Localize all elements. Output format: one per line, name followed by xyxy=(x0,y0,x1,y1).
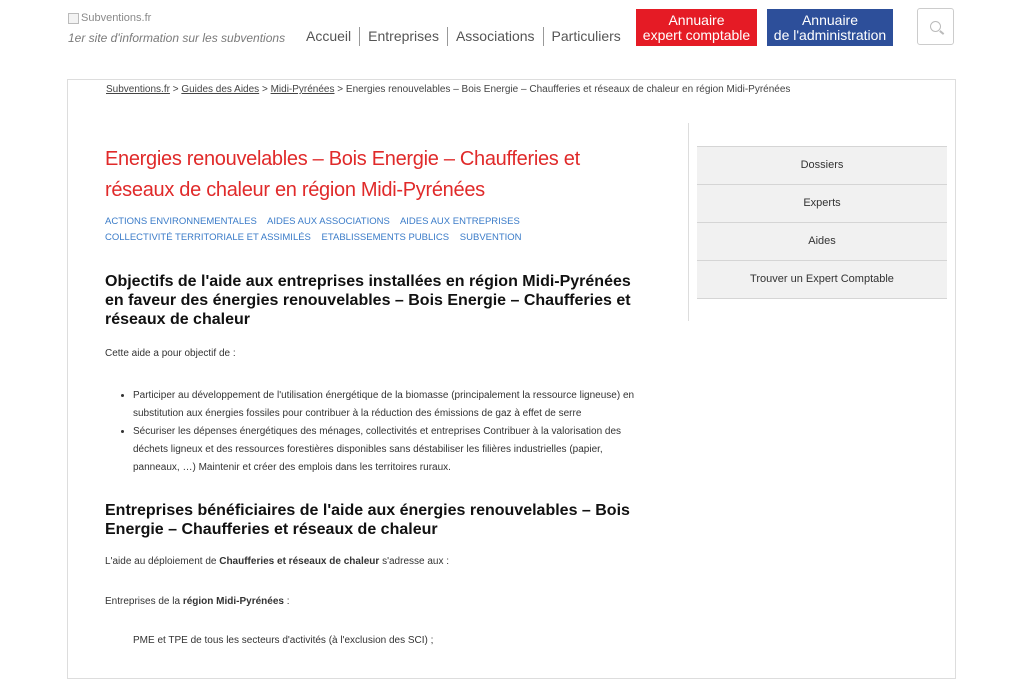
beneficiaires-region xyxy=(105,596,640,607)
search-icon xyxy=(930,21,941,32)
beneficiaires-intro xyxy=(105,556,640,567)
breadcrumb xyxy=(106,84,790,95)
broken-image-icon xyxy=(68,13,79,24)
nav-entreprises[interactable]: Entreprises xyxy=(359,27,447,46)
page-title: Energies renouvelables – Bois Energie – Chaufferies et réseaux de chaleur en région Midi-Pyrénées xyxy=(105,148,580,201)
sidebar-item-trouver-expert[interactable]: Trouver un Expert Comptable xyxy=(697,260,947,299)
article xyxy=(105,144,640,646)
nav-associations[interactable]: Associations xyxy=(447,27,543,46)
intro-text: Cette aide a pour objectif de : xyxy=(105,348,236,359)
breadcrumb-separator: > xyxy=(261,84,268,95)
text-run: : xyxy=(283,596,290,607)
tag-list xyxy=(105,214,640,246)
list-item-partial: PME et TPE de tous les secteurs d'activités (à l'exclusion des SCI) ; xyxy=(133,635,434,646)
objectives-list xyxy=(105,387,640,477)
button-line: Annuaire xyxy=(801,11,859,28)
sidebar-item-aides[interactable]: Aides xyxy=(697,222,947,260)
tag-link[interactable]: COLLECTIVITÉ TERRITORIALE ET ASSIMILÉS xyxy=(105,232,311,243)
text-run: L'aide au déploiement de xyxy=(105,556,220,567)
column-divider xyxy=(688,123,689,321)
nav-particuliers[interactable]: Particuliers xyxy=(543,27,629,46)
section-heading-beneficiaires: Entreprises bénéficiaires de l'aide aux énergies renouvelables – Bois Energie – Chaufferies et réseaux de chaleur xyxy=(105,502,630,538)
site-tagline: 1er site d'information sur les subventions xyxy=(68,31,286,45)
tag-link[interactable]: AIDES AUX ENTREPRISES xyxy=(399,216,520,227)
logo-image xyxy=(68,12,151,24)
list-item: • Sécuriser les dépenses énergétiques des ménages, collectivités et entreprises Contribuer à la valorisation des déchets ligneux et des ressources forestières disponibles sans déstabiliser les filières industrielles (papier, panneaux, …) Maintenir et créer des emplois dans les territoires ruraux. xyxy=(133,423,640,477)
logo-alt-text: Subventions.fr xyxy=(81,12,152,24)
breadcrumb-home[interactable]: Subventions.fr xyxy=(106,84,170,95)
list-item: • Participer au développement de l'utilisation énergétique de la biomasse (principalement la ressource ligneuse) en substitution aux énergies fossiles pour contribuer à la réduction des émissions de gaz à effet de serre xyxy=(133,387,640,423)
text-bold: région Midi-Pyrénées xyxy=(182,596,284,607)
breadcrumb-current: Energies renouvelables – Bois Energie – Chaufferies et réseaux de chaleur en région Midi-Pyrénées xyxy=(345,84,791,95)
breadcrumb-guides[interactable]: Guides des Aides xyxy=(181,84,260,95)
search-button[interactable] xyxy=(917,8,954,45)
main-nav xyxy=(298,27,629,46)
text-run: s'adresse aux : xyxy=(379,556,450,567)
text-run: Entreprises de la xyxy=(105,596,183,607)
button-line: de l'administration xyxy=(773,26,887,43)
annuaire-expert-comptable-button[interactable] xyxy=(636,9,757,46)
button-line: Annuaire xyxy=(668,11,725,28)
text-bold: Chaufferies et réseaux de chaleur xyxy=(219,556,380,567)
button-line: expert comptable xyxy=(642,26,751,43)
breadcrumb-region[interactable]: Midi-Pyrénées xyxy=(270,84,335,95)
sidebar-menu xyxy=(697,146,947,299)
tag-link[interactable]: SUBVENTION xyxy=(459,232,522,243)
breadcrumb-separator: > xyxy=(172,84,179,95)
annuaire-administration-button[interactable] xyxy=(767,9,893,46)
section-heading-objectifs: Objectifs de l'aide aux entreprises installées en région Midi-Pyrénées en faveur des énergies renouvelables – Bois Energie – Chaufferies et réseaux de chaleur xyxy=(105,273,631,328)
tag-link[interactable]: ACTIONS ENVIRONNEMENTALES xyxy=(105,216,257,227)
sidebar-item-dossiers[interactable]: Dossiers xyxy=(697,146,947,184)
breadcrumb-separator: > xyxy=(337,84,344,95)
nav-accueil[interactable]: Accueil xyxy=(306,28,352,44)
tag-link[interactable]: ETABLISSEMENTS PUBLICS xyxy=(321,232,450,243)
sidebar-item-experts[interactable]: Experts xyxy=(697,184,947,222)
tag-link[interactable]: AIDES AUX ASSOCIATIONS xyxy=(266,216,390,227)
site-logo[interactable] xyxy=(68,12,288,46)
